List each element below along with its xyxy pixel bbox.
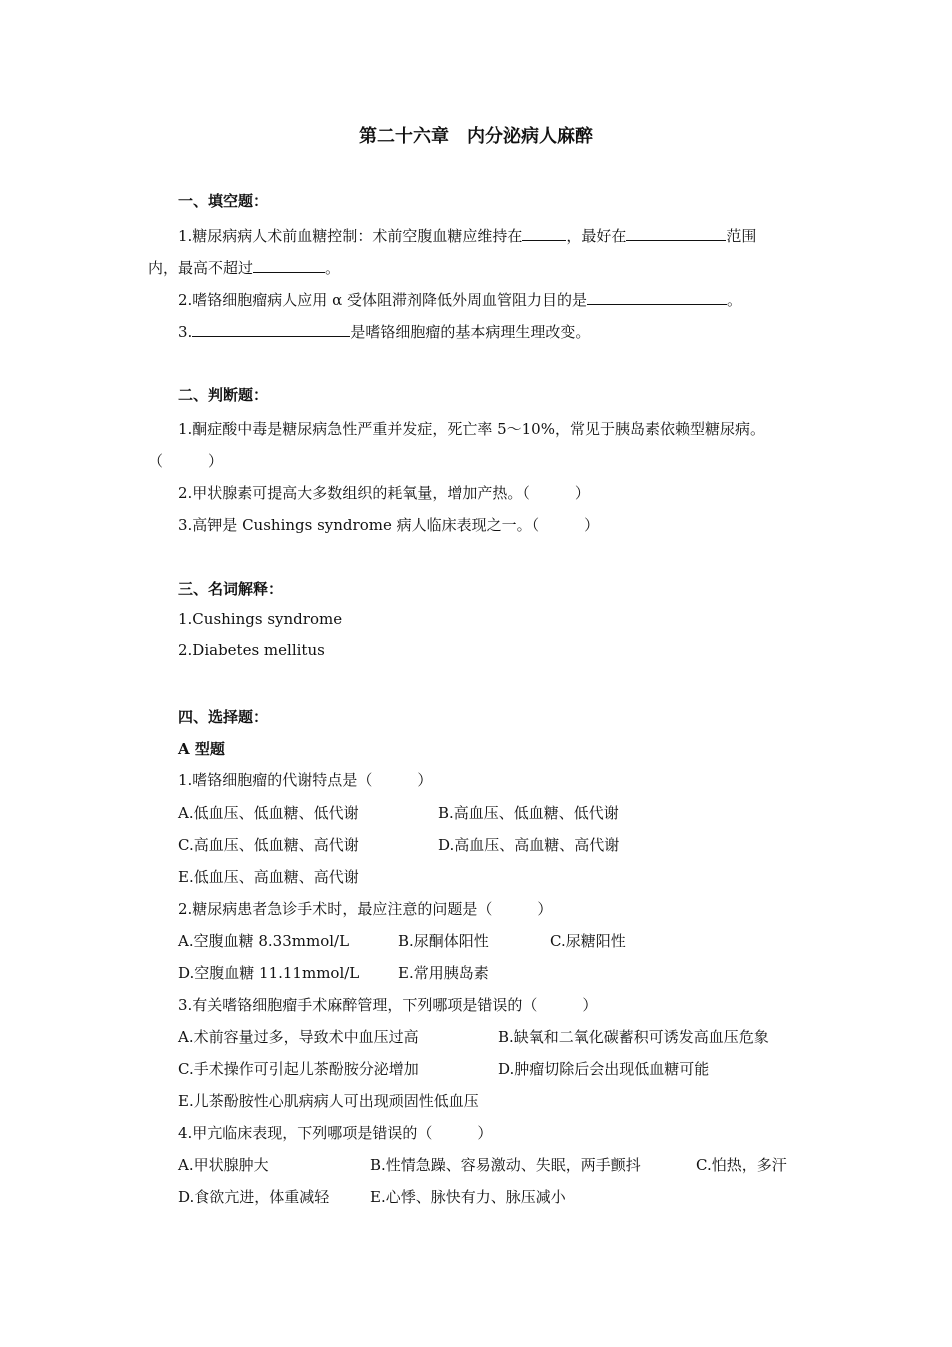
option-3b: B.缺氧和二氧化碳蓄积可诱发高血压危象 (498, 1028, 769, 1046)
option-1c: C.高血压、低血糖、高代谢 (178, 836, 359, 854)
question-choice-3: 3.有关嗜铬细胞瘤手术麻醉管理，下列哪项是错误的（ ） (178, 996, 598, 1014)
question-fill-2: 2.嗜铬细胞瘤病人应用 α 受体阻滞剂降低外周血管阻力目的是 。 (178, 291, 742, 309)
option-4c: C.怕热，多汗 (696, 1156, 787, 1174)
answer-blank[interactable] (253, 258, 325, 273)
question-choice-2: 2.糖尿病患者急诊手术时，最应注意的问题是（ ） (178, 900, 553, 918)
option-1a: A.低血压、低血糖、低代谢 (178, 804, 359, 822)
option-2e: E.常用胰岛素 (398, 964, 489, 982)
option-2c: C.尿糖阳性 (550, 932, 626, 950)
option-4a: A.甲状腺肿大 (178, 1156, 269, 1174)
option-3c: C.手术操作可引起儿茶酚胺分泌增加 (178, 1060, 419, 1078)
option-4b: B.性情急躁、容易激动、失眠，两手颤抖 (370, 1156, 641, 1174)
option-3a: A.术前容量过多，导致术中血压过高 (178, 1028, 419, 1046)
term-1: 1.Cushings syndrome (178, 610, 343, 628)
option-3d: D.肿瘤切除后会出现低血糖可能 (498, 1060, 710, 1078)
question-tf-2: 2.甲状腺素可提高大多数组织的耗氧量，增加产热。（ ） (178, 484, 590, 502)
section-heading-true-false: 二、判断题： (178, 386, 269, 404)
question-fill-1-cont: 内，最高不超过 。 (148, 259, 341, 277)
question-choice-1: 1.嗜铬细胞瘤的代谢特点是（ ） (178, 771, 433, 789)
answer-blank[interactable] (522, 226, 566, 241)
answer-blank[interactable] (192, 322, 350, 337)
option-1d: D.高血压、高血糖、高代谢 (438, 836, 620, 854)
question-tf-1-paren: （ ） (148, 452, 224, 470)
chapter-title: 第二十六章 内分泌病人麻醉 (359, 126, 593, 147)
question-tf-3: 3.高钾是 Cushings syndrome 病人临床表现之一。（ ） (178, 516, 600, 534)
question-fill-3: 3. 是嗜铬细胞瘤的基本病理生理改变。 (178, 323, 591, 341)
question-fill-1: 1.糖尿病病人术前血糖控制：术前空腹血糖应维持在 ，最好在 范围 (178, 227, 757, 245)
question-choice-4: 4.甲亢临床表现，下列哪项是错误的（ ） (178, 1124, 493, 1142)
option-2d: D.空腹血糖 11.11mmol/L (178, 964, 360, 982)
option-2b: B.尿酮体阳性 (398, 932, 489, 950)
term-2: 2.Diabetes mellitus (178, 641, 325, 659)
option-4e: E.心悸、脉快有力、脉压减小 (370, 1188, 566, 1206)
answer-blank[interactable] (587, 290, 727, 305)
option-3e: E.儿茶酚胺性心肌病病人可出现顽固性低血压 (178, 1092, 479, 1110)
answer-blank[interactable] (626, 226, 726, 241)
option-4d: D.食欲亢进，体重减轻 (178, 1188, 330, 1206)
section-heading-terms: 三、名词解释： (178, 580, 284, 598)
question-tf-1: 1.酮症酸中毒是糖尿病急性严重并发症，死亡率 5～10%，常见于胰岛素依赖型糖尿病。 (178, 420, 765, 438)
option-2a: A.空腹血糖 8.33mmol/L (178, 932, 350, 950)
option-1e: E.低血压、高血糖、高代谢 (178, 868, 359, 886)
option-1b: B.高血压、低血糖、低代谢 (438, 804, 619, 822)
section-heading-fill-in: 一、填空题： (178, 192, 269, 210)
section-heading-choice: 四、选择题： (178, 708, 269, 726)
subheading-a-type: A 型题 (178, 740, 225, 758)
